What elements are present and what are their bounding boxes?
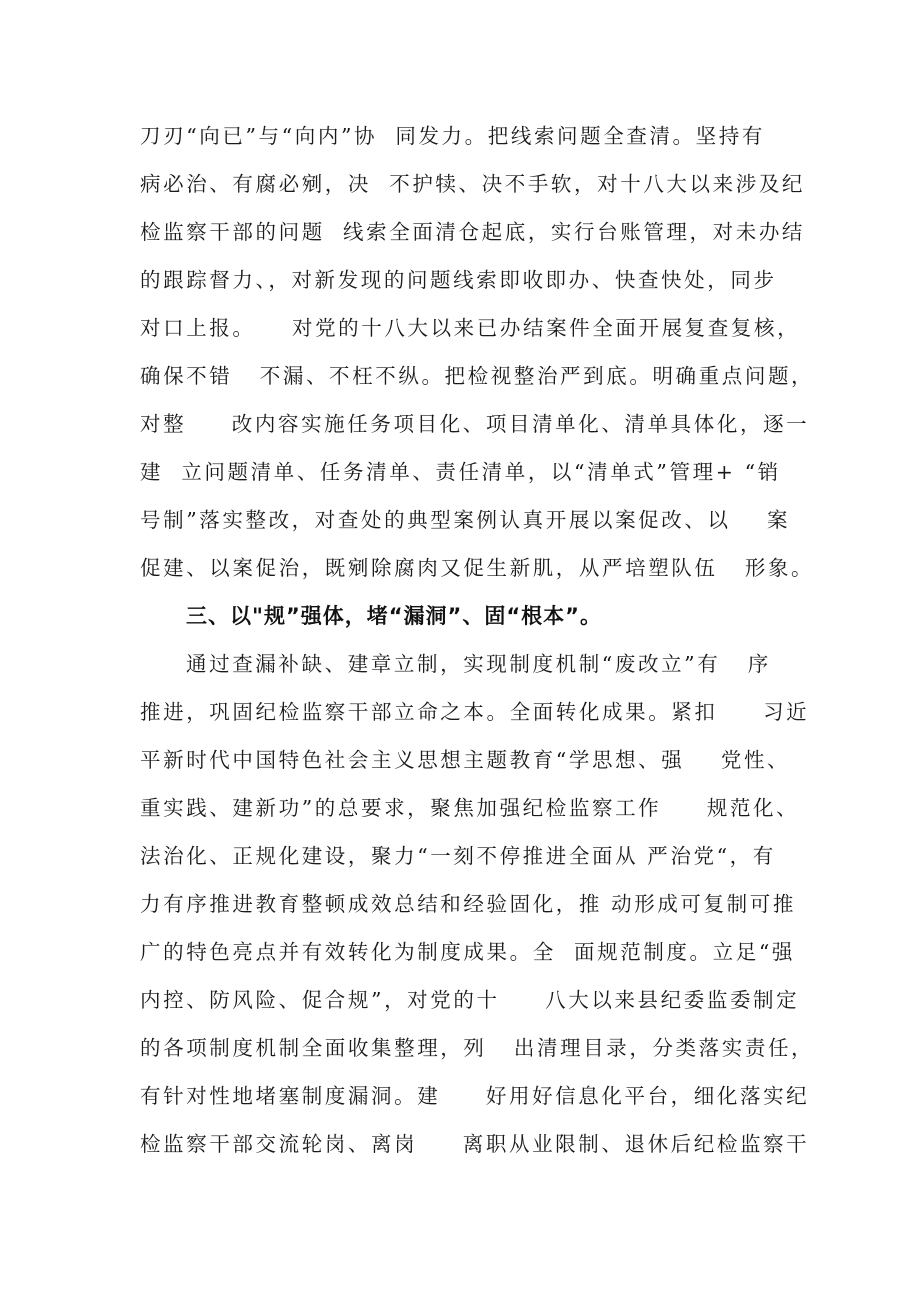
text-line: 建 立问题清单、任务清单、责任清单，以“清单式”管理+ “销 — [140, 460, 781, 484]
text-line: 号制”落实整改，对查处的典型案例认真开展以案促改、以 案 — [140, 508, 791, 532]
text-line: 的各项制度机制全面收集整理，列 出清理目录，分类落实责任， — [140, 1036, 815, 1060]
text-line: 重实践、建新功”的总要求，聚焦加强纪检监察工作 规范化、 — [140, 796, 800, 820]
text-line: 通过查漏补缺、建章立制，实现制度机制“废改立”有 序 — [186, 652, 771, 676]
text-line: 促建、以案促治，既剜除腐肉又促生新肌，从严培塑队伍 形象。 — [140, 556, 815, 580]
text-line: 的跟踪督力、，对新发现的问题线索即收即办、快查快处，同步 — [140, 268, 777, 292]
text-line: 检监察干部的问题 线索全面清仓起底，实行台账管理，对未办结 — [140, 220, 806, 244]
text-line: 内控、防风险、促合规”，对党的十 八大以来县纪委监委制定 — [140, 988, 800, 1012]
text-line: 平新时代中国特色社会主义思想主题教育“学思想、强 党性、 — [140, 748, 791, 772]
text-line: 病必治、有腐必剜，决 不护犊、决不手软，对十八大以来涉及纪 — [140, 172, 806, 196]
text-line: 对整 改内容实施任务项目化、项目清单化、清单具体化，逐一 — [140, 412, 810, 436]
text-line: 有针对性地堵塞制度漏洞。建 好用好信息化平台，细化落实纪 — [140, 1084, 810, 1108]
text-line: 推进，巩固纪检监察干部立命之本。全面转化成果。紧扣 习近 — [140, 700, 810, 724]
section-heading: 三、以"规”强体，堵“漏洞”、固“根本”。 — [186, 604, 602, 628]
text-line: 法治化、正规化建设，聚力“一刻不停推进全面从 严治党“，有 — [140, 844, 776, 868]
text-line: 检监察干部交流轮岗、离岗 离职从业限制、退休后纪检监察干 — [140, 1132, 810, 1156]
text-line: 刀刃“向已”与“向内”协 同发力。把线索问题全查清。坚持有 — [140, 124, 765, 148]
text-line: 对口上报。 对党的十八大以来已办结案件全面开展复查复核， — [140, 316, 801, 340]
text-line: 力有序推进教育整顿成效总结和经验固化，推 动形成可复制可推 — [140, 892, 796, 916]
text-line: 广的特色亮点并有效转化为制度成果。全 面规范制度。立足“强 — [140, 940, 796, 964]
text-line: 确保不错 不漏、不枉不纵。把检视整治严到底。明确重点问题， — [140, 364, 815, 388]
